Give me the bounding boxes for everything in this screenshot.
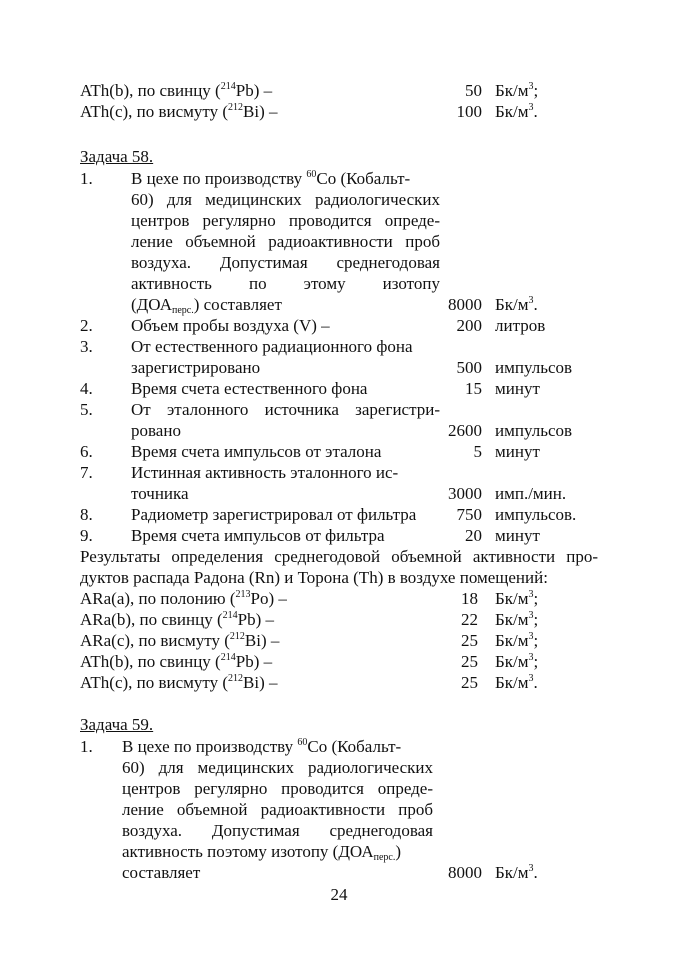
t58-item-1-line-1: В цехе по производству $^{60}$Co (Кобальт- [131, 169, 411, 188]
t58-item-6-unit: минут [495, 442, 540, 461]
top-unit-athb: $Бк/м^3$; [495, 81, 539, 100]
t58-item-4-number: 4. [80, 379, 93, 398]
t58-result-ara-a-unit: $Бк/м^3$; [495, 589, 539, 608]
t58-item-7-text-2: точника [131, 484, 189, 503]
t58-result-ath-c: ATh(c), по висмуту ($^{212}$Bi) – [80, 673, 278, 692]
t58-item-7-unit: имп./мин. [495, 484, 567, 503]
top-unit-athc: $Бк/м^3$. [495, 102, 538, 121]
t58-item-6-number: 6. [80, 442, 93, 461]
t58-item-8-value: 750 [456, 505, 482, 524]
t58-item-2-unit: литров [495, 316, 546, 335]
t58-item-5-text-1: От эталонного источника зарегистри- [131, 400, 440, 419]
t58-result-ath-b-value: 25 [461, 652, 478, 671]
t58-item-5-value: 2600 [448, 421, 482, 440]
t58-item-1-line-3: центров регулярно проводится опреде- [131, 211, 440, 230]
t58-item-2-number: 2. [80, 316, 93, 335]
t58-item-4-text: Время счета естественного фона [131, 379, 368, 398]
top-value-athc: 100 [456, 102, 482, 121]
t58-result-ara-a-value: 18 [461, 589, 478, 608]
t59-item-1-line-5: воздуха. Допустимая среднегодовая [122, 821, 433, 840]
t58-item-5-unit: импульсов [495, 421, 573, 440]
t58-item-6-value: 5 [473, 442, 482, 461]
top-line-athb: ATh(b), по свинцу ($^{214}$Pb) – [80, 81, 273, 100]
t58-result-ara-a: ARa(a), по полонию ($^{213}$Po) – [80, 589, 287, 608]
t58-result-ath-b-unit: $Бк/м^3$; [495, 652, 539, 671]
t58-result-ath-c-unit: $Бк/м^3$. [495, 673, 538, 692]
t59-item-1-line-3: центров регулярно проводится опреде- [122, 779, 433, 798]
t58-item-1-line-4: ление объемной радиоактивности проб [131, 232, 440, 251]
t58-result-ara-c-unit: $Бк/м^3$; [495, 631, 539, 650]
t58-results-line-1: Результаты определения среднегодовой объемной активности про- [80, 547, 598, 566]
t58-item-2-text: Объем пробы воздуха (V) – [131, 316, 330, 335]
t58-item-3-text-2: зарегистрировано [131, 358, 261, 377]
top-line-athc: ATh(c), по висмуту ($^{212}$Bi) – [80, 102, 278, 121]
t58-item-7-text-1: Истинная активность эталонного ис- [131, 463, 399, 482]
t58-item-1-line-2: 60) для медицинских радиологических [131, 190, 440, 209]
t58-item-3-unit: импульсов [495, 358, 573, 377]
t58-item-1-line-5: воздуха. Допустимая среднегодовая [131, 253, 440, 272]
t58-item-5-text-2: ровано [131, 421, 181, 440]
t58-item-7-value: 3000 [448, 484, 482, 503]
t58-item-4-unit: минут [495, 379, 540, 398]
t59-item-1-line-2: 60) для медицинских радиологических [122, 758, 433, 777]
t58-item-1-line-6: активность по этому изотопу [131, 274, 440, 293]
t58-item-1-unit: $Бк/м^3$. [495, 295, 538, 314]
t58-item-1-line-7: $(ДОА_{перс.})$ составляет [131, 295, 282, 316]
t58-results-line-2: дуктов распада Радона (Rn) и Торона (Th) в воздухе помещений: [80, 568, 548, 587]
t58-result-ara-c-value: 25 [461, 631, 478, 650]
t58-item-5-number: 5. [80, 400, 93, 419]
t58-item-9-text: Время счета импульсов от фильтра [131, 526, 385, 545]
t58-item-8-unit: импульсов. [495, 505, 577, 524]
t58-item-3-value: 500 [456, 358, 482, 377]
t58-item-8-text: Радиометр зарегистрировал от фильтра [131, 505, 417, 524]
top-value-athb: 50 [465, 81, 482, 100]
t58-item-4-value: 15 [465, 379, 482, 398]
t58-result-ara-b-unit: $Бк/м^3$; [495, 610, 539, 629]
t59-item-1-line-6: активность поэтому изотопу $(ДОА_{перс.})$ [122, 842, 402, 863]
t58-result-ara-b-value: 22 [461, 610, 478, 629]
t59-item-1-line-1: В цехе по производству $^{60}$Co (Кобальт- [122, 737, 402, 756]
t58-item-7-number: 7. [80, 463, 93, 482]
t59-item-1-value: 8000 [448, 863, 482, 882]
t59-item-1-unit: $Бк/м^3$. [495, 863, 538, 882]
t58-item-1-number: 1. [80, 169, 93, 188]
t59-item-1-line-7: составляет [122, 863, 201, 882]
task-59-heading: Задача 59. [80, 715, 154, 734]
t58-item-9-value: 20 [465, 526, 482, 545]
t59-item-1-number: 1. [80, 737, 93, 756]
t58-result-ara-c: ARa(c), по висмуту ($^{212}$Bi) – [80, 631, 280, 650]
t58-item-8-number: 8. [80, 505, 93, 524]
t58-item-3-text-1: От естественного радиационного фона [131, 337, 413, 356]
t58-item-6-text: Время счета импульсов от эталона [131, 442, 382, 461]
t58-result-ath-c-value: 25 [461, 673, 478, 692]
t58-result-ath-b: ATh(b), по свинцу ($^{214}$Pb) – [80, 652, 273, 671]
task-58-heading: Задача 58. [80, 147, 154, 166]
page-number: 24 [330, 885, 348, 904]
t58-item-3-number: 3. [80, 337, 93, 356]
t58-result-ara-b: ARa(b), по свинцу ($^{214}$Pb) – [80, 610, 274, 629]
t58-item-9-number: 9. [80, 526, 93, 545]
t59-item-1-line-4: ление объемной радиоактивности проб [122, 800, 433, 819]
t58-item-2-value: 200 [456, 316, 482, 335]
t58-item-1-value: 8000 [448, 295, 482, 314]
t58-item-9-unit: минут [495, 526, 540, 545]
